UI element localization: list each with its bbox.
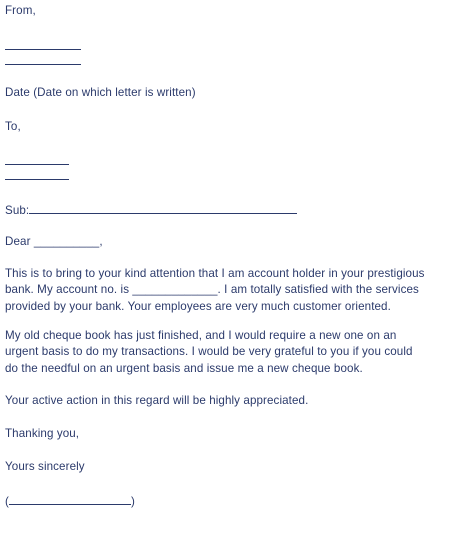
subject-line	[5, 202, 297, 218]
subject-label: Sub:	[5, 204, 30, 217]
paragraph-2	[5, 328, 467, 377]
from-label: From,	[5, 4, 36, 17]
signature-line	[5, 493, 135, 509]
paragraph-1-line: provided by your bank. Your employees are very much customer oriented.	[5, 299, 391, 313]
signature-close-paren: )	[130, 495, 135, 508]
paragraph-1-line: This is to bring to your kind attention that I am account holder in your prestigious	[5, 267, 425, 280]
date-line: Date (Date on which letter is written)	[5, 86, 196, 99]
from-blank-line-1	[5, 49, 81, 50]
to-label: To,	[5, 120, 21, 133]
salutation: Dear __________,	[5, 235, 103, 248]
subject-blank	[29, 202, 297, 214]
paragraph-2-line: My old cheque book has just finished, and I would require a new one on an	[5, 329, 397, 342]
signature-open-paren: (	[5, 495, 9, 508]
from-blank-line-2	[5, 64, 81, 65]
to-blank-line-2	[5, 179, 69, 180]
closing-line: Yours sincerely	[5, 460, 85, 473]
to-blank-line-1	[5, 164, 69, 165]
paragraph-3: Your active action in this regard will be highly appreciated.	[5, 394, 309, 407]
signature-blank	[9, 493, 131, 505]
thanking-line: Thanking you,	[5, 427, 80, 440]
paragraph-1-line: bank. My account no. is _____________. I am totally satisfied with the services	[5, 283, 419, 297]
paragraph-2-line: urgent basis to do my transactions. I would be very grateful to you if you could	[5, 345, 413, 359]
paragraph-2-line: do the needful on an urgent basis and issue me a new cheque book.	[5, 361, 363, 375]
paragraph-1	[5, 266, 467, 315]
